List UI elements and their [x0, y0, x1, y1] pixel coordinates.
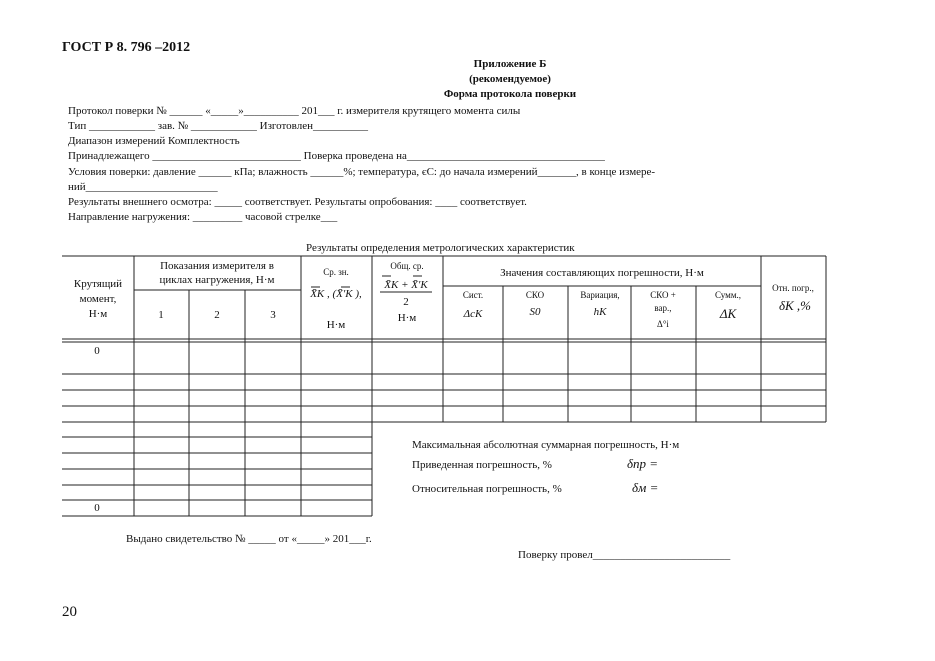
- common-mean-numerator: X̄K + X̄′K: [384, 279, 428, 291]
- page-number: 20: [62, 604, 77, 620]
- results-table-title: Результаты определения метрологических характеристик: [306, 242, 575, 254]
- certificate-line: Выдано свидетельство № _____ от «_____» 201___г.: [126, 533, 372, 545]
- component-variation-symbol: hK: [593, 306, 607, 318]
- mean-header-formula: X̄K , (X̄′K ),: [310, 288, 362, 300]
- relative-error-label: Отн. погр.,: [772, 283, 814, 293]
- torque-header-3: Н·м: [88, 308, 108, 320]
- conditions-line-cont: ний________________________: [68, 181, 218, 193]
- component-sko-var-symbol: Δ°i: [657, 319, 669, 329]
- protocol-line: Протокол поверки № ______ «_____»__________ 201___ г. измерителя крутящего момента силы: [68, 105, 521, 117]
- conditions-line: Условия поверки: давление ______ кПа; влажность ______%; температура, єС: до начала измерений_______, в конце измере-: [68, 166, 656, 178]
- torque-header-2: момент,: [79, 293, 117, 305]
- standard-code: ГОСТ Р 8. 796 –2012: [62, 40, 191, 55]
- type-line: Тип ____________ зав. № ____________ Изготовлен__________: [68, 120, 368, 132]
- readings-header-1: Показания измерителя в: [160, 260, 274, 272]
- cycle-1-header: 1: [158, 309, 164, 321]
- last-row-torque: 0: [94, 502, 100, 514]
- range-line: Диапазон измерений Комплектность: [68, 135, 240, 147]
- common-mean-denominator: 2: [403, 296, 409, 308]
- owner-line: Принадлежащего ___________________________ Поверка проведена на____________________________________: [68, 150, 605, 162]
- torque-header-1: Крутящий: [73, 278, 123, 290]
- component-syst-symbol: ΔcK: [463, 308, 483, 320]
- summary-reduced-symbol: δпр =: [627, 456, 659, 471]
- cycle-2-header: 2: [214, 309, 220, 321]
- component-sko-label: СКО: [525, 290, 545, 300]
- component-sum-label: Сумм.,: [714, 290, 742, 300]
- relative-error-symbol: δK ,%: [778, 298, 812, 313]
- common-mean-label: Общ. ср.: [390, 261, 424, 271]
- mean-header-label: Ср. зн.: [323, 267, 349, 277]
- summary-relative-error: Относительная погрешность, %: [412, 483, 562, 495]
- mean-header-unit: Н·м: [326, 319, 346, 331]
- appendix-recommended: (рекомендуемое): [469, 73, 551, 85]
- summary-max-abs-error: Максимальная абсолютная суммарная погрешность, Н·м: [412, 439, 680, 451]
- common-mean-unit: Н·м: [397, 312, 417, 324]
- component-sko-symbol: S0: [529, 306, 541, 318]
- component-sko-var-label-2: вар.,: [654, 303, 672, 313]
- component-sum-symbol: ΔK: [719, 306, 737, 321]
- loading-direction-line: Направление нагружения: _________ часовой стрелке___: [68, 211, 338, 223]
- readings-header-2: циклах нагружения, Н·м: [159, 274, 275, 286]
- inspection-line: Результаты внешнего осмотра: _____ соответствует. Результаты опробования: ____ соответствует.: [68, 196, 527, 208]
- cycle-3-header: 3: [270, 309, 276, 321]
- component-variation-label: Вариация,: [580, 290, 620, 300]
- summary-relative-symbol: δм =: [632, 480, 659, 495]
- form-title: Форма протокола поверки: [443, 88, 577, 100]
- components-header: Значения составляющих погрешности, Н·м: [500, 267, 704, 279]
- component-syst-label: Сист.: [462, 290, 484, 300]
- appendix-title: Приложение Б: [473, 58, 547, 70]
- first-row-torque: 0: [94, 345, 100, 357]
- component-sko-var-label: СКО +: [650, 290, 676, 300]
- verifier-line: Поверку провел_________________________: [518, 549, 731, 561]
- summary-reduced-error: Приведенная погрешность, %: [412, 459, 552, 471]
